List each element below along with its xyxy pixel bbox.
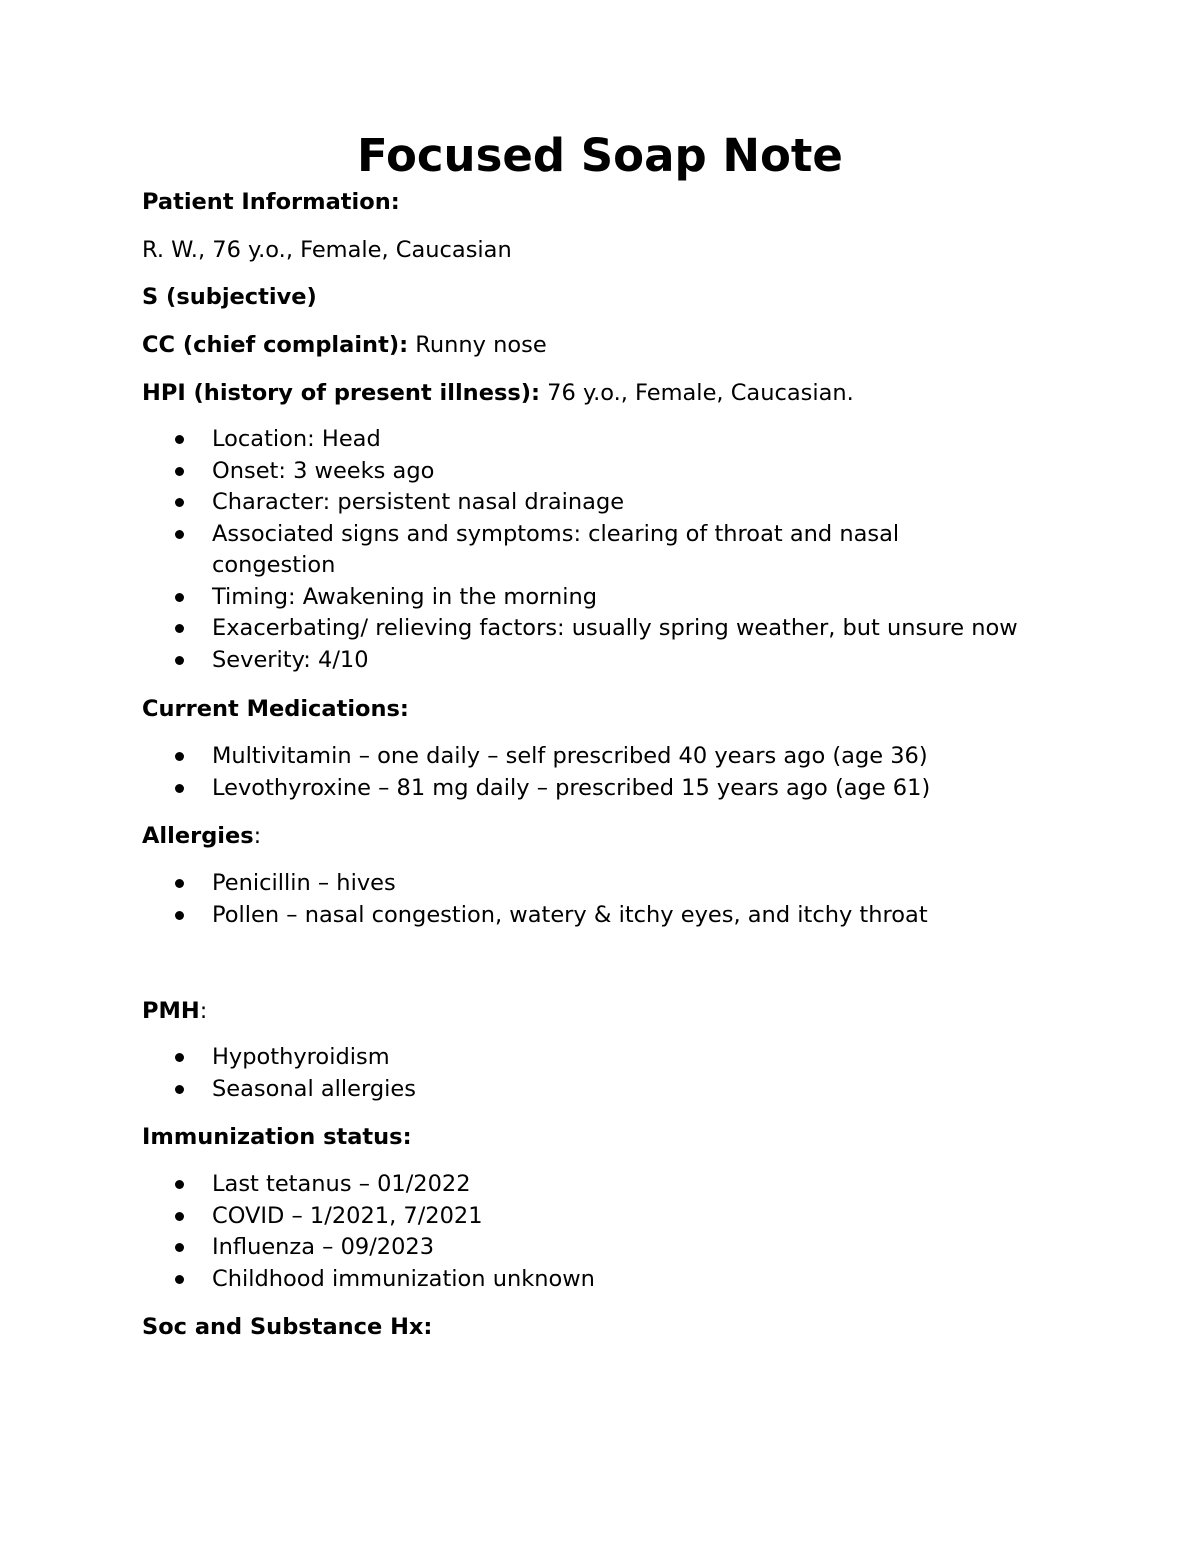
immunization-heading: Immunization status: [142,1124,412,1150]
pmh-line [142,995,207,1027]
pmh-colon: : [199,998,208,1024]
list-item: Levothyroxine – 81 mg daily – prescribed 15 years ago (age 61) [142,773,1102,805]
bullet-icon [175,498,184,507]
allergies-line [142,820,261,852]
medications-list [142,741,1102,804]
list-item: Last tetanus – 01/2022 [142,1169,1102,1201]
allergies-list [142,868,1102,931]
social-heading: Soc and Substance Hx: [142,1314,433,1340]
list-item: Childhood immunization unknown [142,1264,1102,1296]
immunization-list [142,1169,1102,1295]
list-item: Severity: 4/10 [142,645,1102,677]
hpi-list [142,424,1102,676]
list-item: Exacerbating/ relieving factors: usually spring weather, but unsure now [142,613,1102,645]
list-item: Multivitamin – one daily – self prescribed 40 years ago (age 36) [142,741,1102,773]
allergies-colon: : [253,823,262,849]
cc-value: Runny nose [408,332,547,358]
cc-label: CC (chief complaint): [142,332,409,358]
medications-heading: Current Medications: [142,696,409,722]
allergies-heading: Allergies [142,823,254,849]
bullet-icon [175,1053,184,1062]
list-item: Associated signs and symptoms: clearing of throat and nasal congestion [142,519,932,582]
bullet-icon [175,1180,184,1189]
hpi-value: 76 y.o., Female, Caucasian. [540,380,854,406]
list-item: Location: Head [142,424,1102,456]
bullet-icon [175,752,184,761]
list-item: Character: persistent nasal drainage [142,487,1102,519]
bullet-icon [175,530,184,539]
pmh-heading: PMH [142,998,200,1024]
list-item: Penicillin – hives [142,868,1102,900]
bullet-icon [175,1243,184,1252]
hpi-line [142,377,854,409]
list-item: Hypothyroidism [142,1042,1102,1074]
patient-info-heading: Patient Information: [142,189,400,215]
document-title: Focused Soap Note [357,129,843,182]
list-item: Timing: Awakening in the morning [142,582,1102,614]
patient-info-value: R. W., 76 y.o., Female, Caucasian [142,237,512,263]
list-item: Seasonal allergies [142,1074,1102,1106]
hpi-label: HPI (history of present illness): [142,380,541,406]
pmh-list [142,1042,1102,1105]
subjective-heading: S (subjective) [142,284,317,310]
bullet-icon [175,467,184,476]
bullet-icon [175,1275,184,1284]
cc-line [142,329,547,361]
bullet-icon [175,656,184,665]
bullet-icon [175,1085,184,1094]
bullet-icon [175,624,184,633]
bullet-icon [175,911,184,920]
bullet-icon [175,1212,184,1221]
list-item: Influenza – 09/2023 [142,1232,1102,1264]
list-item: COVID – 1/2021, 7/2021 [142,1201,1102,1233]
list-item: Onset: 3 weeks ago [142,456,1102,488]
list-item: Pollen – nasal congestion, watery & itchy eyes, and itchy throat [142,900,1102,932]
bullet-icon [175,435,184,444]
bullet-icon [175,784,184,793]
bullet-icon [175,593,184,602]
bullet-icon [175,879,184,888]
